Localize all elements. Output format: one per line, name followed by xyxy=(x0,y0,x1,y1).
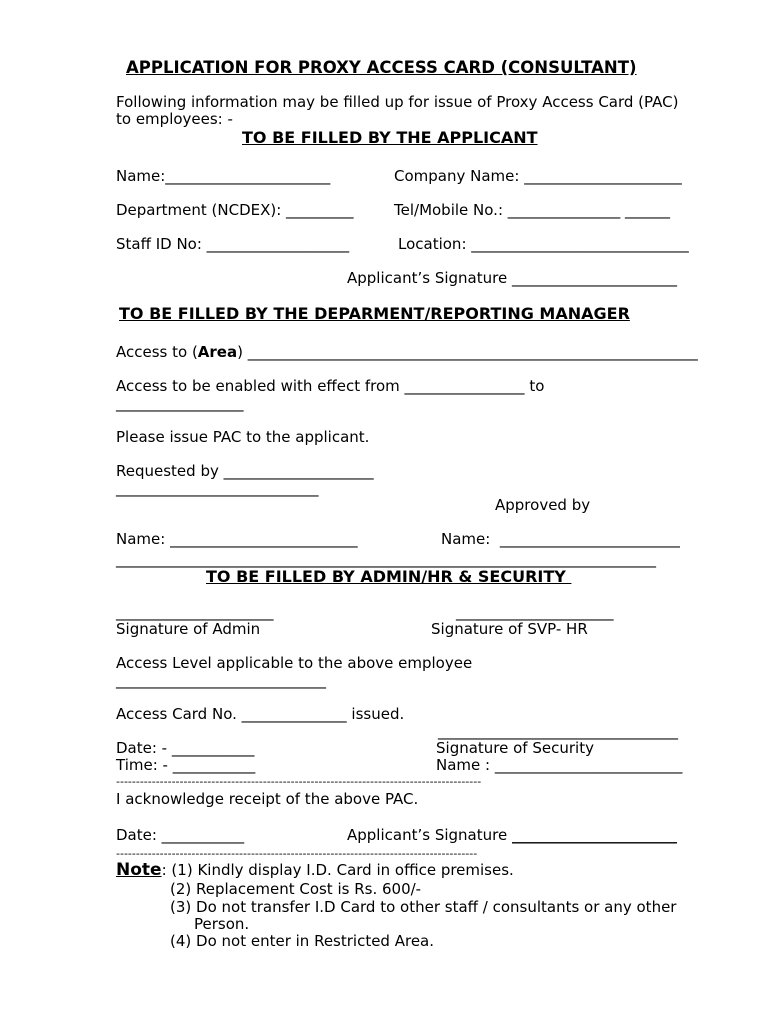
admin-signature-blank: _____________________ xyxy=(116,603,274,621)
acknowledge-signature-label: Applicant’s Signature xyxy=(347,826,512,844)
company-name-field: Company Name: _____________________ xyxy=(394,167,682,185)
intro-line-1: Following information may be filled up for issue of Proxy Access Card (PAC) xyxy=(116,93,679,111)
requested-by-blank: ___________________________ xyxy=(116,479,319,497)
note-label: Note xyxy=(116,860,162,880)
admin-section-heading: TO BE FILLED BY ADMIN/HR & SECURITY xyxy=(206,567,572,586)
acknowledge-date-field: Date: ___________ xyxy=(116,826,245,844)
tel-mobile-field: Tel/Mobile No.: _______________ ______ xyxy=(394,201,671,219)
requested-by-field: Requested by ____________________ xyxy=(116,462,374,480)
admin-signature-label: Signature of Admin xyxy=(116,620,261,638)
admin-date-field: Date: - ___________ xyxy=(116,739,255,757)
section-separator: ________________________________________________________________________ xyxy=(116,550,656,568)
effect-from-field: Access to be enabled with effect from ________________ to xyxy=(116,377,545,395)
acknowledge-text: I acknowledge receipt of the above PAC. xyxy=(116,790,419,808)
applicant-section-heading: TO BE FILLED BY THE APPLICANT xyxy=(242,128,538,147)
access-level-label: Access Level applicable to the above employee xyxy=(116,654,473,672)
access-area-label: Area xyxy=(197,343,238,361)
access-area-suffix: ) ____________________________________________________________ xyxy=(237,343,698,361)
svp-signature-blank: _____________________ xyxy=(456,603,614,621)
admin-time-field: Time: - ___________ xyxy=(116,756,256,774)
dashed-divider-1: -------------------------------------------------------------------------------------------- xyxy=(116,775,482,788)
acknowledge-signature-field xyxy=(347,827,677,844)
access-area-prefix: Access to ( xyxy=(116,343,198,361)
access-level-blank: ____________________________ xyxy=(116,671,326,689)
form-title: APPLICATION FOR PROXY ACCESS CARD (CONSULTANT) xyxy=(126,58,637,77)
note-item-1: (1) Kindly display I.D. Card in office premises. xyxy=(171,861,514,879)
security-name-field: Name : _________________________ xyxy=(436,756,683,774)
applicant-name-field: Name:______________________ xyxy=(116,167,331,185)
intro-line-2: to employees: - xyxy=(116,110,233,128)
requester-name-field: Name: _________________________ xyxy=(116,530,358,548)
note-line-1 xyxy=(116,862,514,879)
location-field: Location: _____________________________ xyxy=(398,235,689,253)
note-item-3-continued: Person. xyxy=(194,915,250,933)
security-signature-blank: ________________________________ xyxy=(438,722,678,740)
effect-to-blank: _________________ xyxy=(116,394,244,412)
staff-id-field: Staff ID No: ___________________ xyxy=(116,235,350,253)
svp-signature-label: Signature of SVP- HR xyxy=(431,620,588,638)
manager-section-heading: TO BE FILLED BY THE DEPARMENT/REPORTING MANAGER xyxy=(119,304,630,323)
security-signature-label: Signature of Security xyxy=(436,739,594,757)
note-item-4: (4) Do not enter in Restricted Area. xyxy=(170,932,435,950)
note-item-3: (3) Do not transfer I.D Card to other staff / consultants or any other xyxy=(170,898,677,916)
acknowledge-signature-blank: ______________________ xyxy=(511,826,677,844)
note-colon: : xyxy=(161,861,167,879)
department-field: Department (NCDEX): _________ xyxy=(116,201,354,219)
note-item-2: (2) Replacement Cost is Rs. 600/- xyxy=(170,880,422,898)
approved-by-label: Approved by xyxy=(495,496,591,514)
approver-name-field: Name: ________________________ xyxy=(441,530,680,548)
applicant-signature-field: Applicant’s Signature ______________________ xyxy=(347,269,677,287)
access-card-number-field: Access Card No. ______________ issued. xyxy=(116,705,405,723)
dashed-divider-2: ------------------------------------------------------------------------------------------- xyxy=(116,847,478,860)
access-area-field xyxy=(116,344,698,361)
issue-pac-text: Please issue PAC to the applicant. xyxy=(116,428,370,446)
